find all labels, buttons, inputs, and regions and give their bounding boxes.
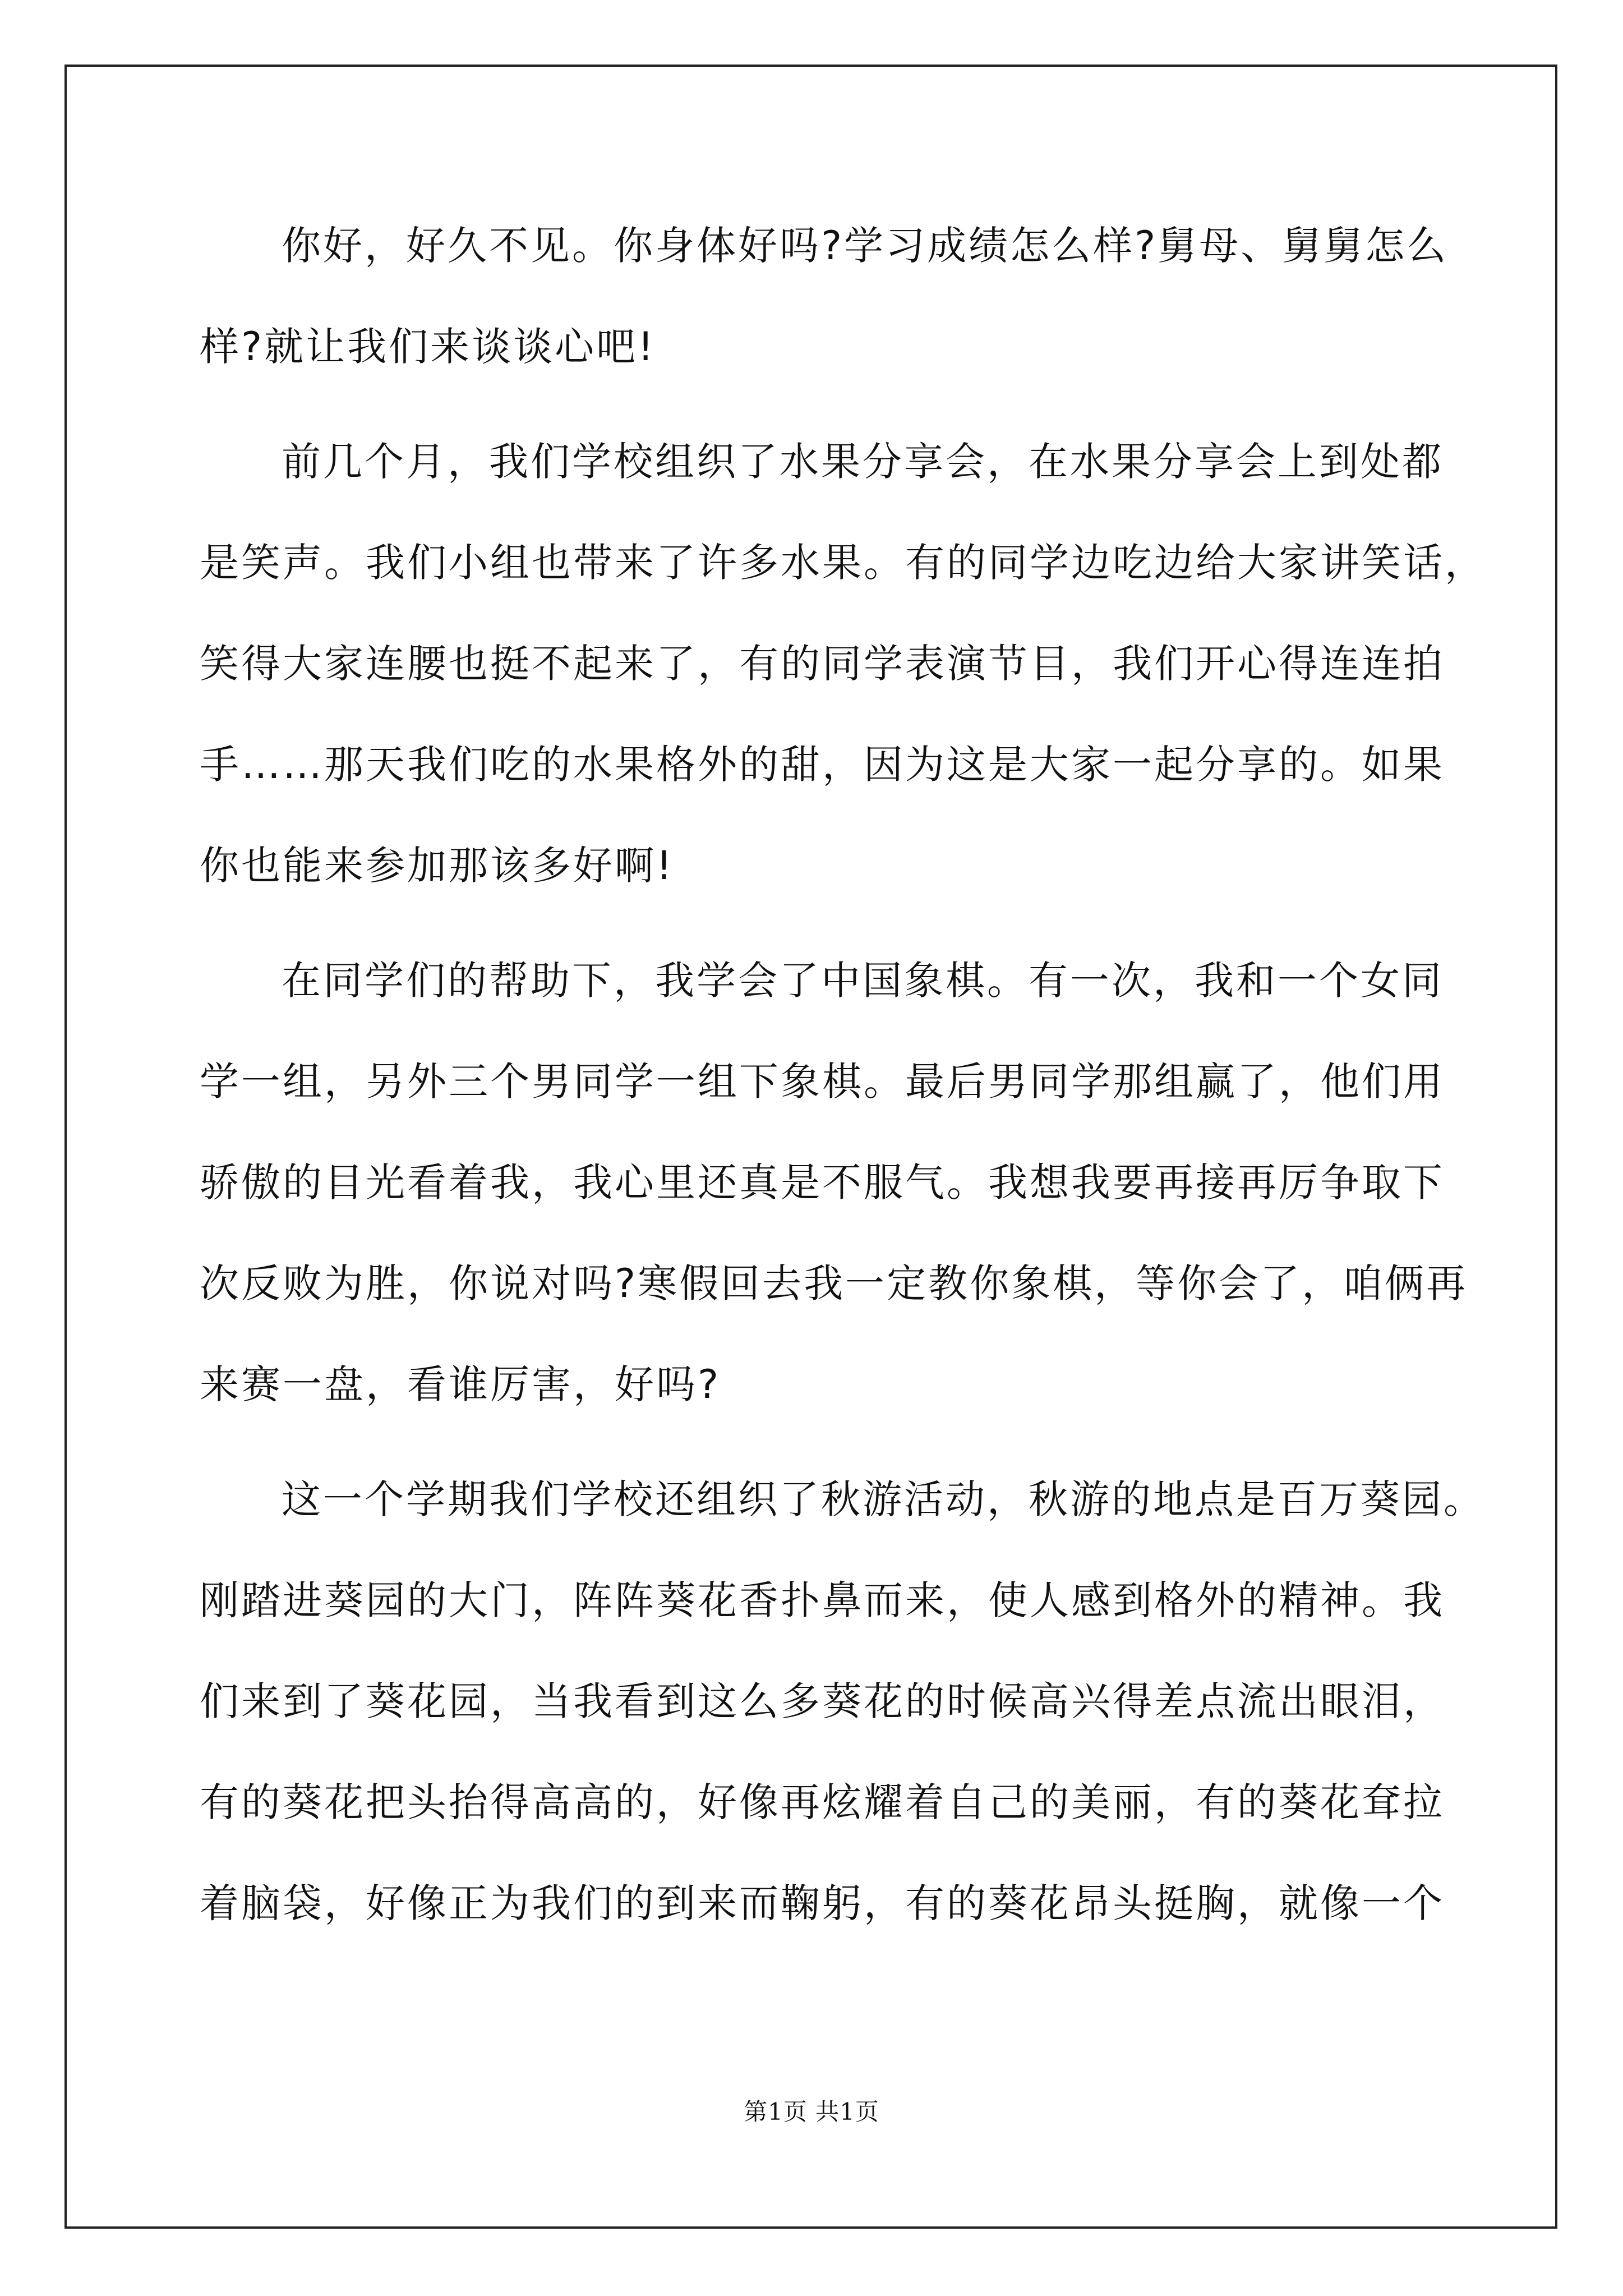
page-number-footer: 第1页 共1页 xyxy=(744,2098,879,2125)
body-line-11: 次反败为胜，你说对吗?寒假回去我一定教你象棋，等你会了，咱俩再 xyxy=(200,1260,1468,1306)
body-line-17: 着脑袋，好像正为我们的到来而鞠躬，有的葵花昂头挺胸，就像一个 xyxy=(200,1880,1445,1926)
body-line-8: 在同学们的帮助下，我学会了中国象棋。有一次，我和一个女同 xyxy=(282,958,1444,1004)
body-line-6: 手……那天我们吃的水果格外的甜，因为这是大家一起分享的。如果 xyxy=(200,742,1445,788)
body-line-3: 前几个月，我们学校组织了水果分享会，在水果分享会上到处都 xyxy=(282,439,1444,485)
body-line-16: 有的葵花把头抬得高高的，好像再炫耀着自己的美丽，有的葵花耷拉 xyxy=(200,1779,1445,1825)
body-line-14: 刚踏进葵园的大门，阵阵葵花香扑鼻而来，使人感到格外的精神。我 xyxy=(200,1577,1445,1623)
body-line-5: 笑得大家连腰也挺不起来了，有的同学表演节目，我们开心得连连拍 xyxy=(200,641,1445,687)
body-line-15: 们来到了葵花园，当我看到这么多葵花的时候高兴得差点流出眼泪， xyxy=(200,1678,1445,1724)
body-line-12: 来赛一盘，看谁厉害，好吗? xyxy=(200,1361,721,1407)
body-line-7: 你也能来参加那该多好啊! xyxy=(200,843,675,889)
body-line-1: 你好，好久不见。你身体好吗?学习成绩怎么样?舅母、舅舅怎么 xyxy=(282,223,1449,269)
body-line-2: 样?就让我们来谈谈心吧! xyxy=(200,324,656,370)
body-line-4: 是笑声。我们小组也带来了许多水果。有的同学边吃边给大家讲笑话， xyxy=(200,540,1486,586)
body-line-9: 学一组，另外三个男同学一组下象棋。最后男同学那组赢了，他们用 xyxy=(200,1059,1445,1105)
body-line-10: 骄傲的目光看着我，我心里还真是不服气。我想我要再接再厉争取下 xyxy=(200,1159,1445,1205)
body-line-13: 这一个学期我们学校还组织了秋游活动，秋游的地点是百万葵园。 xyxy=(282,1476,1485,1522)
